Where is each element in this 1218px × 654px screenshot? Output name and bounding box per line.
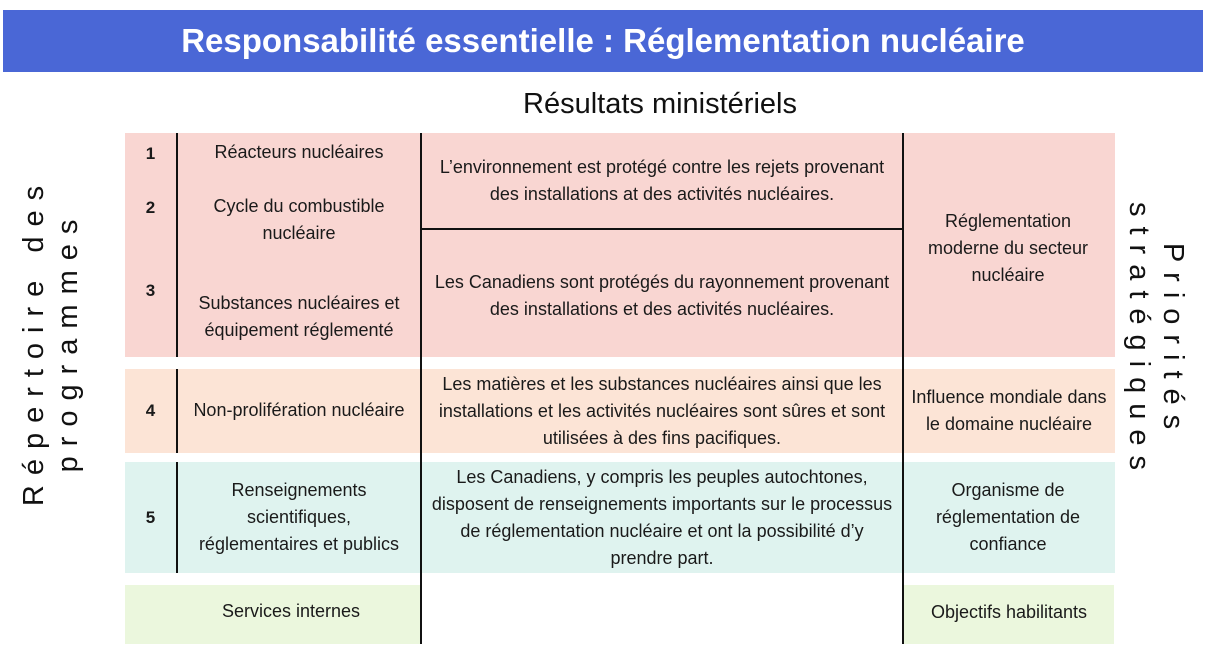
left-side-label	[17, 131, 85, 551]
divider-number-column	[176, 369, 178, 453]
priority-text: Réglementation moderne du secteur nucléaire	[927, 210, 1089, 285]
right-side-label	[1122, 131, 1190, 551]
result-text: Les Canadiens sont protégés du rayonnement provenant des installations et des activités nucléaires.	[434, 272, 890, 319]
program-number: 1	[145, 144, 156, 163]
result-text: Les Canadiens, y compris les peuples autochtones, disposent de renseignements importants sur le processus de réglementation nucléaire et ont la possibilité d’y prendre part.	[431, 466, 893, 568]
result-text: L’environnement est protégé contre les rejets provenant des installations at des activités nucléaires.	[439, 157, 885, 204]
right-side-label-line2: stratégiques	[1123, 202, 1155, 480]
program-label: Services internes	[221, 600, 361, 621]
divider-programs-results	[420, 133, 422, 644]
priority-text: Influence mondiale dans le domaine nucléaire	[911, 387, 1107, 434]
result-text	[430, 585, 894, 637]
divider-results-priorities	[902, 133, 904, 644]
program-number: 2	[145, 198, 156, 217]
program-label: Renseignements scientifiques, réglementaires et publics	[198, 480, 400, 554]
results-heading: Résultats ministériels	[523, 88, 797, 120]
program-label: Substances nucléaires et équipement réglementé	[198, 292, 400, 340]
program-number: 4	[145, 401, 156, 420]
program-label: Cycle du combustible nucléaire	[213, 196, 385, 243]
right-side-label-line1: Priorités	[1157, 242, 1189, 440]
divider-number-column	[176, 462, 178, 573]
priority-text: Organisme de réglementation de confiance	[935, 480, 1081, 554]
program-label: Non-prolifération nucléaire	[193, 399, 405, 420]
priority-text: Objectifs habilitants	[930, 601, 1088, 622]
program-number: 5	[145, 508, 156, 527]
program-label: Réacteurs nucléaires	[214, 142, 384, 162]
divider-number-column	[176, 133, 178, 357]
program-number: 3	[145, 281, 156, 300]
page-title: Responsabilité essentielle : Réglementation nucléaire	[181, 22, 1025, 59]
divider-results-split	[421, 228, 902, 230]
title-banner	[3, 10, 1203, 72]
left-side-label-line1: Répertoire des	[18, 175, 50, 507]
left-side-label-line2: programmes	[52, 209, 84, 473]
result-text: Les matières et les substances nucléaires ainsi que les installations et les activités nucléaires sont sûres et sont utilisées à des fins pacifiques.	[438, 373, 886, 448]
